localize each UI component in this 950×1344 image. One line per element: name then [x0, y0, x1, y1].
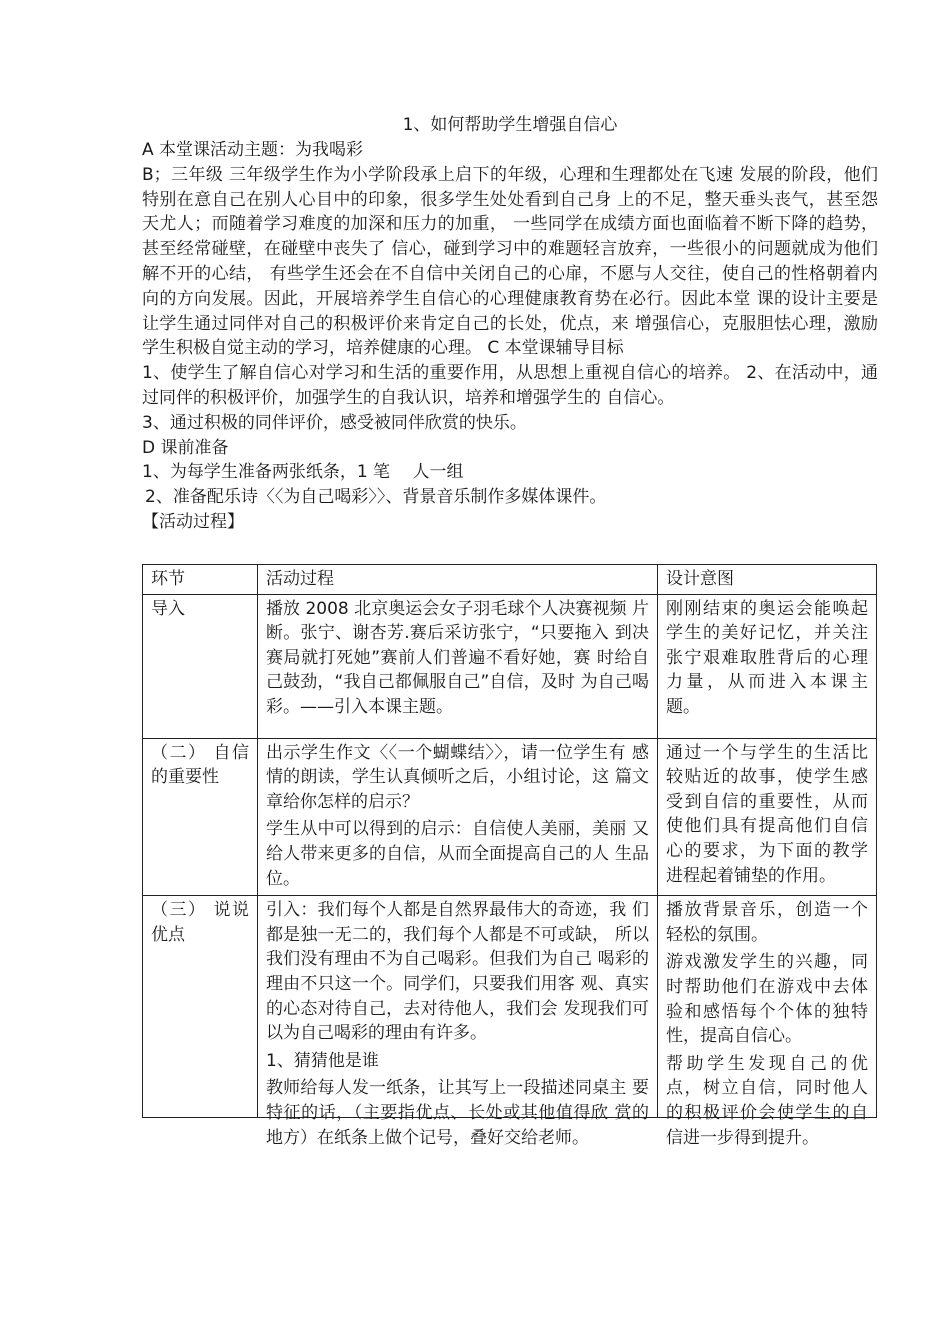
row-intent — [658, 896, 877, 1148]
process-text: 教师给每人发一纸条，让其写上一段描述同桌主 要特征的话，（主要指优点、长处或其他值得欣 赏的地方）在纸条上做个记号，叠好交给老师。 — [266, 1078, 649, 1148]
process-clip — [266, 597, 649, 734]
intent-text: 帮助学生发现自己的优点，树立自信，同时他人 的积极评价会使学生的自 信进一步得到提升。 — [666, 1053, 868, 1148]
header-stage: 环节 — [143, 565, 258, 595]
process-clip — [266, 898, 649, 1148]
table-header-row — [143, 565, 877, 595]
header-process: 活动过程 — [258, 565, 658, 595]
process-text: 播放 2008 北京奥运会女子羽毛球个人决赛视频 片断。张宁、谢杏芳.赛后采访张宁，“只要拖入 到决赛局就打死她”赛前人们普遍不看好她，赛 时给自己鼓劲，“我自己都佩服自己”自信，及时 为自己喝彩。——引入本课主题。 — [266, 598, 649, 717]
intent-text: 刚刚结束的奥运会能唤起 学生的美好记忆，并关注 张宁艰难取胜背后的心理 力量，从而进入本课主题。 — [666, 598, 868, 717]
table-row — [143, 896, 877, 1118]
process-text: 1、猜猜他是谁 — [266, 1050, 379, 1071]
activity-table — [142, 564, 877, 1148]
row-stage — [143, 896, 258, 1118]
activity-theme: A 本堂课活动主题：为我喝彩 — [142, 140, 364, 160]
row-process — [258, 738, 658, 896]
table-row — [143, 738, 877, 896]
stage-text: 导入 — [151, 598, 185, 619]
process-text: 学生从中可以得到的启示：自信使人美丽，美丽 又给人带来更多的自信，从而全面提高自己的人 生品位。 — [266, 819, 649, 889]
process-text: 引入：我们每个人都是自然界最伟大的奇迹，我 们都是独一无二的，我们每个人都是不可或缺， 所以我们没有理由不为自己喝彩。但我们为自己 喝彩的理由不只这一个。同学们，只要我们用客 观、真实的心态对待自己，去对待他人，我们会 发现我们可以为自己喝彩的理由有许多。 — [266, 900, 649, 1044]
stage-text: （三） 说说优点 — [151, 900, 249, 945]
row-intent — [658, 594, 877, 738]
document-body — [142, 138, 878, 535]
row-intent — [658, 738, 877, 896]
row-process — [258, 896, 658, 1148]
preparation-item-1: 1、为每学生准备两张纸条，1 笔 人一组 — [142, 462, 464, 483]
row-stage — [143, 738, 258, 896]
intent-text: 游戏激发学生的兴趣，同 时帮助他们在游戏中去体 验和感悟每个个体的独特 性，提高自信心。 — [666, 952, 868, 1047]
intent-clip — [666, 898, 868, 1148]
goals-paragraph: 1、使学生了解自信心对学习和生活的重要作用，从思想上重视自信心的培养。 2、在活动中，通过同伴的积极评价，加强学生的自我认识，培养和增强学生的 自信心。 — [142, 363, 878, 408]
document-title: 1、如何帮助学生增强自信心 — [402, 115, 618, 135]
goal-3: 3、通过积极的同伴评价，感受被同伴欣赏的快乐。 — [142, 412, 527, 433]
background-paragraph: B；三年级 三年级学生作为小学阶段承上启下的年级，心理和生理都处在飞速 发展的阶段，他们特别在意自己在别人心目中的印象，很多学生处处看到自己身 上的不足，整天垂头丧气，甚至怨天尤人；而随着学习难度的加深和压力的加重， 一些同学在成绩方面也面临着不断下降的趋势，甚至经常碰壁，在碰壁中丧失了 信心，碰到学习中的难题轻言放弃，一些很小的问题就成为他们解不开的心结， 有些学生还会在不自信中关闭自己的心扉，不愿与人交往，使自己的性格朝着内 向的方向发展。因此，开展培养学生自信心的心理健康教育势在必行。因此本堂 课的设计主要是让学生通过同伴对自己的积极评价来肯定自己的长处，优点，来 增强信心，克服胆怯心理，激励学生积极自觉主动的学习，培养健康的心理。 C 本堂课辅导目标 — [142, 164, 878, 359]
header-intent: 设计意图 — [658, 565, 877, 595]
process-text: 出示学生作文〈〈一个蝴蝶结〉〉，请一位学生有 感情的朗读，学生认真倾听之后，小组讨论，这 篇文章给你怎样的启示？ — [266, 742, 649, 812]
preparation-heading: D 课前准备 — [142, 437, 229, 458]
process-heading: 【活动过程】 — [142, 511, 244, 532]
intent-text: 播放背景音乐，创造一个 轻松的氛围。 — [666, 900, 868, 945]
table-row — [143, 594, 877, 738]
stage-text: （二） 自信的重要性 — [151, 742, 249, 788]
preparation-item-2: 2、准备配乐诗〈〈为自己喝彩〉〉、背景音乐制作多媒体课件。 — [145, 487, 607, 508]
row-stage — [143, 594, 258, 738]
intent-text: 通过一个与学生的生活比 较贴近的故事，使学生感 受到自信的重要性，从而 使他们具有提高他们自信 心的要求，为下面的教学进程起着铺垫的作用。 — [666, 742, 868, 886]
row-process — [258, 594, 658, 738]
